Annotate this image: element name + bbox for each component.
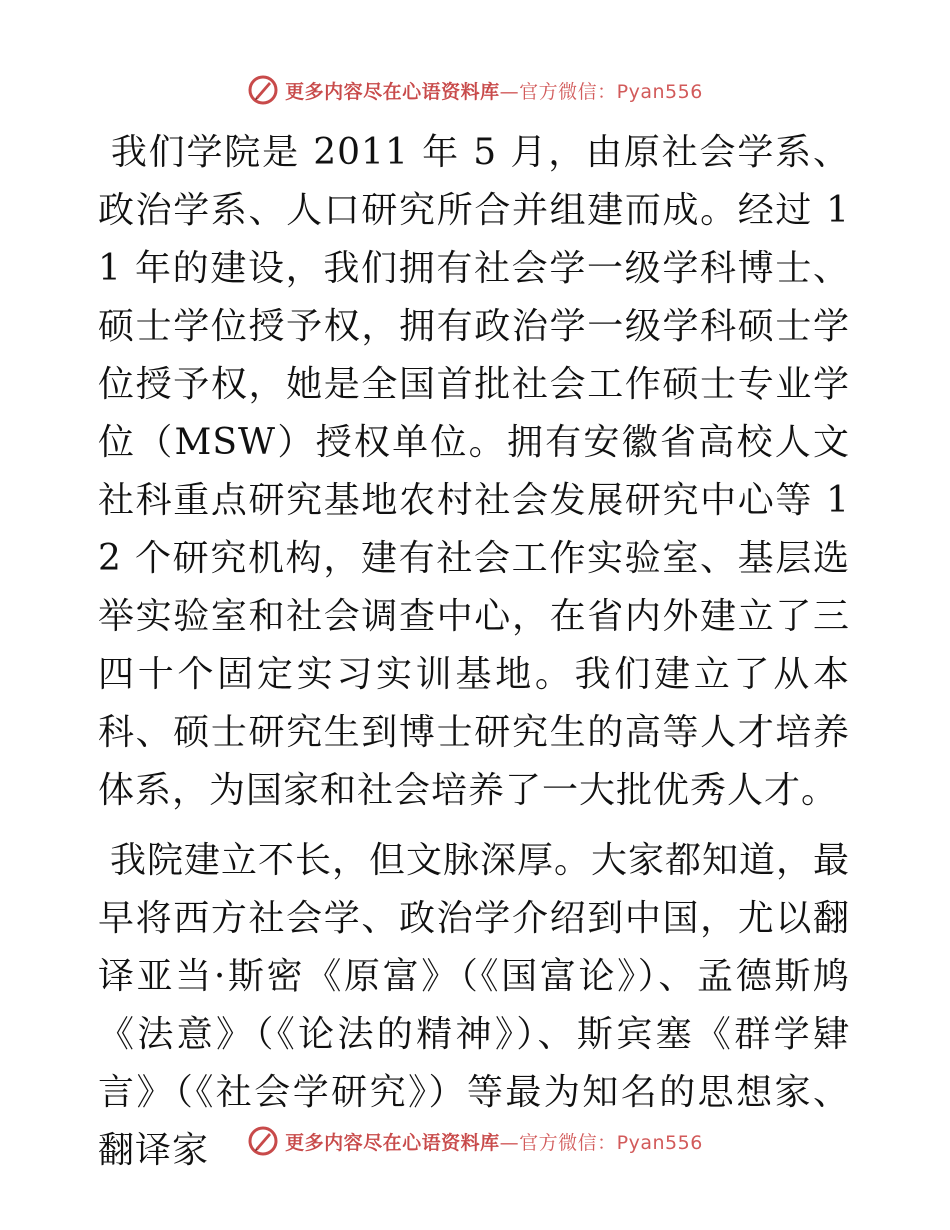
paragraph-1 <box>98 124 850 820</box>
watermark-text <box>285 77 703 104</box>
paragraph-1-text: 我们学院是 2011 年 5 月，由原社会学系、政治学系、人口研究所合并组建而成。经过 11 年的建设，我们拥有社会学一级学科博士、硕士学位授予权，拥有政治学一级学科硕士学位授予权，她是全国首批社会工作硕士专业学位（MSW）授权单位。拥有安徽省高校人文社科重点研究基地农村社会发展研究中心等 12 个研究机构，建有社会工作实验室、基层选举实验室和社会调查中心，在省内外建立了三四十个固定实习实训基地。我们建立了从本科、硕士研究生到博士研究生的高等人才培养体系，为国家和社会培养了一大批优秀人才。 <box>98 132 850 811</box>
watermark-separator: — <box>499 1131 520 1154</box>
quill-pen-circle-icon <box>247 1125 279 1157</box>
document-body <box>98 124 850 1180</box>
footer-watermark <box>0 1121 950 1161</box>
watermark-brand: 更多内容尽在心语资料库 <box>285 80 500 103</box>
paragraph-2-text: 我院建立不长，但文脉深厚。大家都知道，最早将西方社会学、政治学介绍到中国，尤以翻译亚当·斯密《原富》（《国富论》）、孟德斯鸠《法意》（《论法的精神》）、斯宾塞《群学肄言》（《社会学研究》）等最为知名的思想家、翻译家 <box>98 840 851 1171</box>
watermark-separator: — <box>499 80 520 103</box>
quill-pen-circle-icon <box>247 74 279 106</box>
header-watermark <box>0 70 950 110</box>
watermark-wechat: 官方微信：Pyan556 <box>519 80 703 103</box>
watermark-brand: 更多内容尽在心语资料库 <box>285 1131 500 1154</box>
watermark-text <box>285 1128 703 1155</box>
watermark-wechat: 官方微信：Pyan556 <box>519 1131 703 1154</box>
